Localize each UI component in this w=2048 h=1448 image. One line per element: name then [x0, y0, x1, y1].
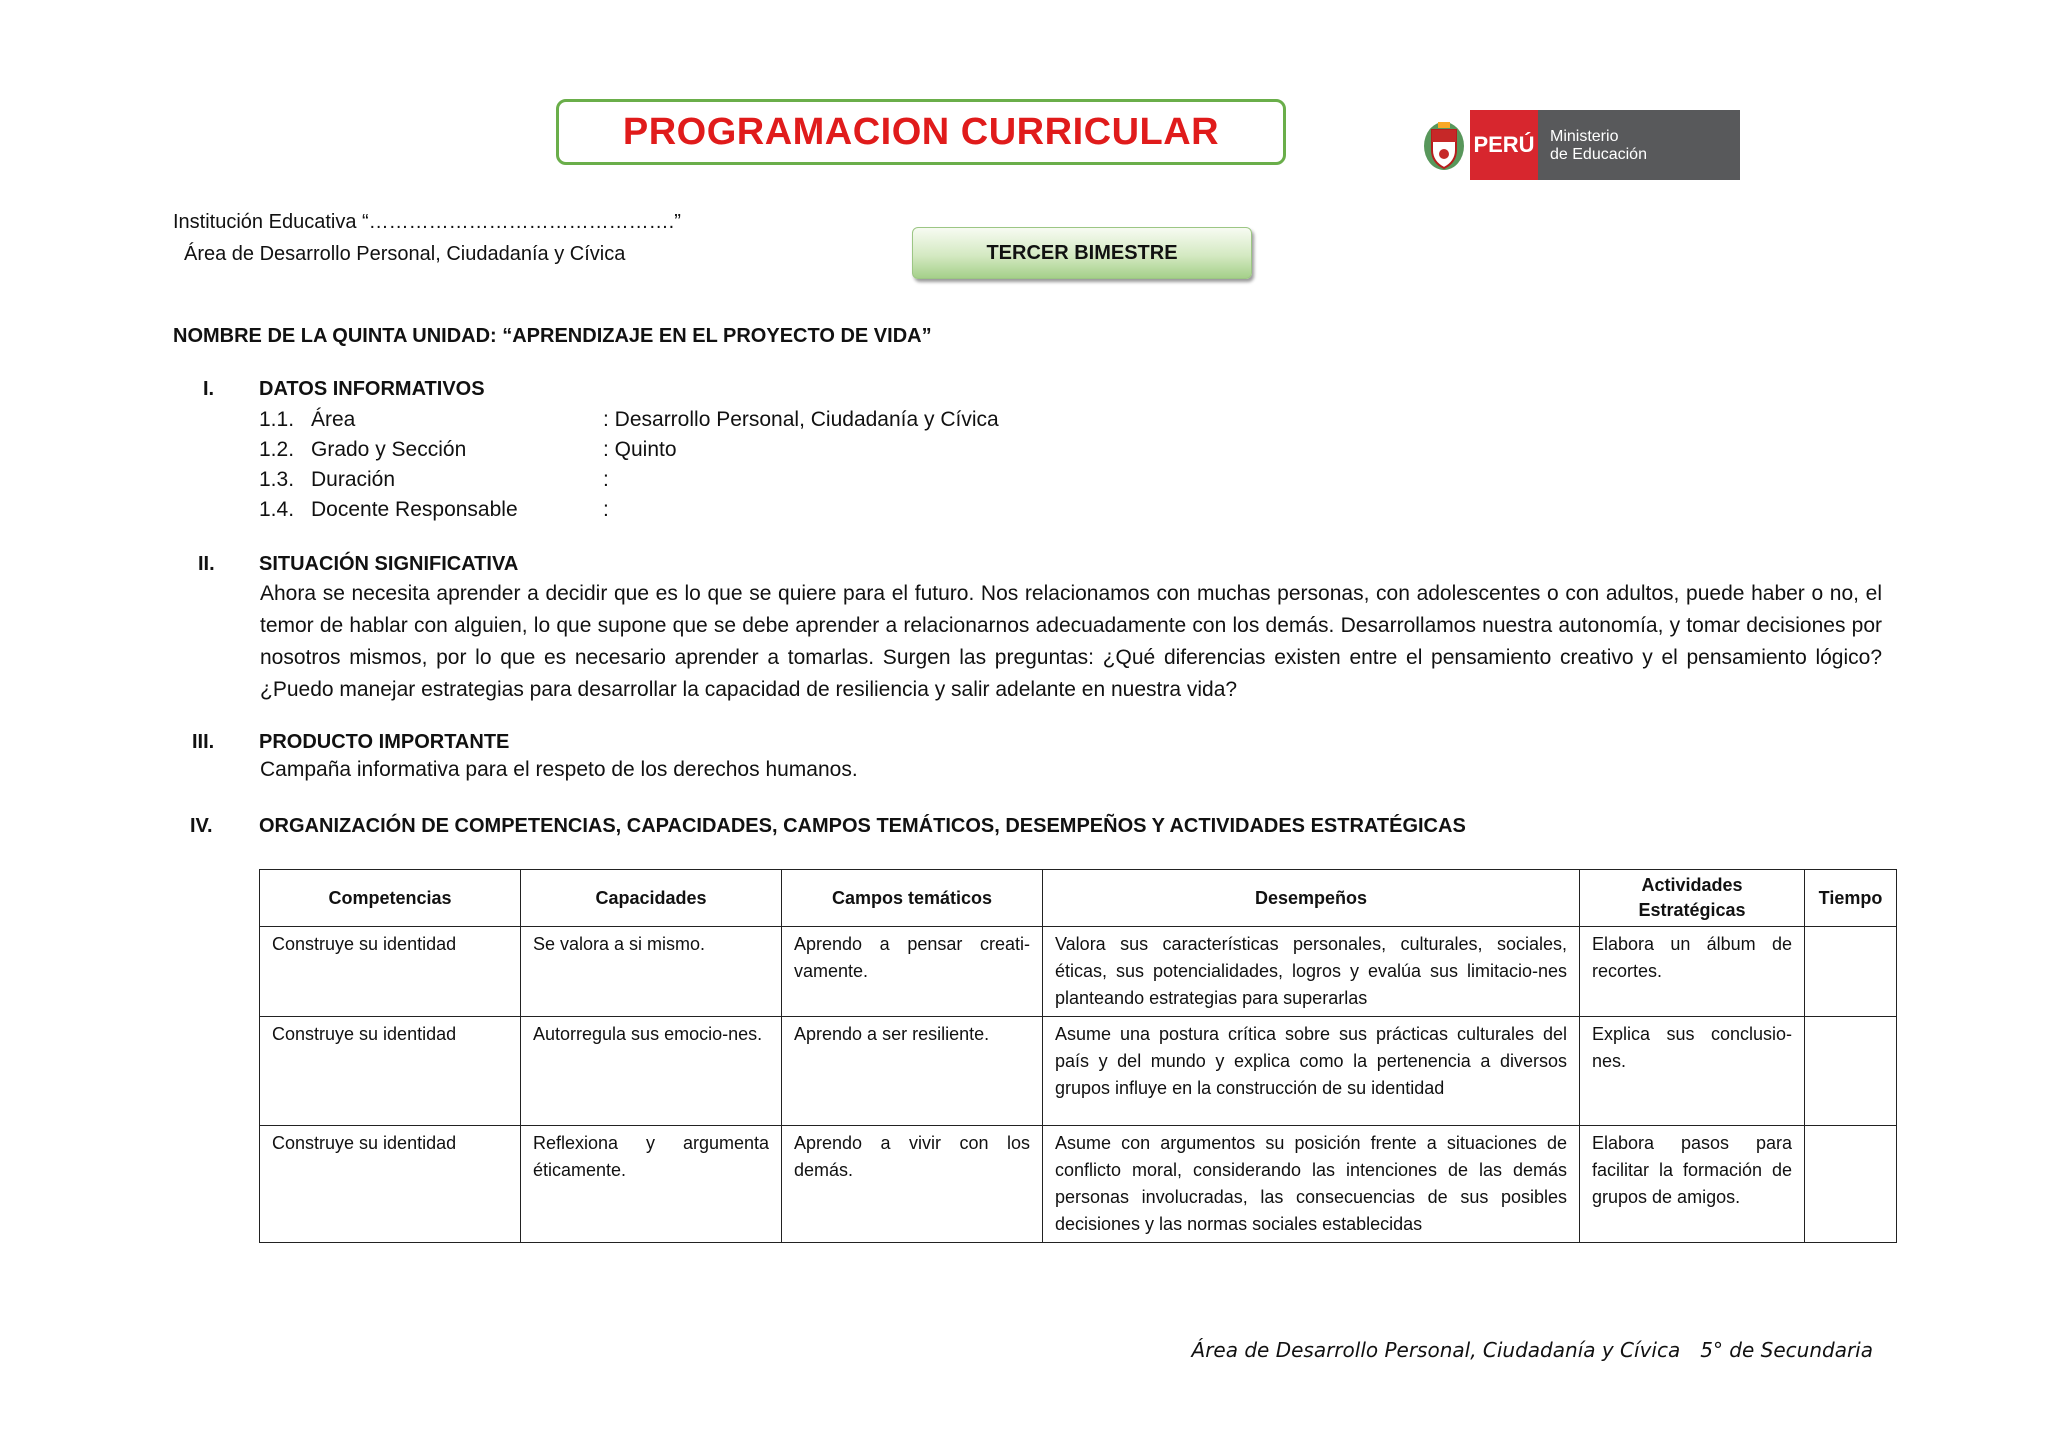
- ministry-line-2: de Educación: [1550, 146, 1647, 163]
- table-row: [260, 927, 1897, 1017]
- column-header: Competencias: [260, 870, 521, 927]
- info-key: Docente Responsable: [311, 498, 518, 521]
- coat-of-arms-icon: [1418, 110, 1470, 180]
- section-title: PRODUCTO IMPORTANTE: [259, 731, 510, 753]
- column-header: Actividades Estratégicas: [1580, 870, 1805, 927]
- info-number: 1.3.: [259, 468, 295, 491]
- area-line: Área de Desarrollo Personal, Ciudadanía y Cívica: [184, 243, 626, 265]
- table-cell: Se valora a si mismo.: [521, 927, 782, 1017]
- producto-text: Campaña informativa para el respeto de los derechos humanos.: [260, 758, 858, 781]
- table-cell: Aprendo a vivir con los demás.: [782, 1126, 1043, 1243]
- info-value: : Desarrollo Personal, Ciudadanía y Cívica: [603, 408, 999, 431]
- table-cell: [1805, 927, 1897, 1017]
- competencies-table: [259, 869, 1897, 1243]
- table-cell: Aprendo a pensar creati-vamente.: [782, 927, 1043, 1017]
- info-value: : Quinto: [603, 438, 677, 461]
- column-header: Tiempo: [1805, 870, 1897, 927]
- table-row: [260, 1126, 1897, 1243]
- peru-label: PERÚ: [1470, 110, 1538, 180]
- section-number: II.: [198, 553, 215, 575]
- situacion-paragraph: Ahora se necesita aprender a decidir que es lo que se quiere para el futuro. Nos relacionamos con muchas personas, con adolescentes o con adultos, puede haber o no, el temor de hablar con alguien, lo que supone que se debe aprender a relacionarnos adecuadamente con los demás. Desarrollamos nuestra autonomía, y tomar decisiones por nosotros mismos, por lo que es necesario aprender a tomarlas. Surgen las preguntas: ¿Qué diferencias existen entre el pensamiento creativo y el pensamiento lógico? ¿Puedo manejar estrategias para desarrollar la capacidad de resiliencia y salir adelante en nuestra vida?: [260, 582, 1882, 701]
- bimestre-badge: TERCER BIMESTRE: [912, 227, 1252, 279]
- table-cell: [1805, 1017, 1897, 1126]
- page-title: PROGRAMACION CURRICULAR: [556, 99, 1286, 165]
- info-key: Área: [311, 408, 356, 431]
- table-cell: Construye su identidad: [260, 1017, 521, 1126]
- table-cell: Asume con argumentos su posición frente a situaciones de conflicto moral, considerando las intenciones de las demás personas involucradas, las consecuencias de sus posibles decisiones y las normas sociales establecidas: [1043, 1126, 1580, 1243]
- section-number: III.: [192, 731, 215, 753]
- info-number: 1.4.: [259, 498, 295, 521]
- table-cell: Valora sus características personales, culturales, sociales, éticas, sus potencialidades, logros y evalúa sus limitacio-nes planteando estrategias para superarlas: [1043, 927, 1580, 1017]
- table-row: [260, 1017, 1897, 1126]
- table-cell: Elabora un álbum de recortes.: [1580, 927, 1805, 1017]
- info-number: 1.1.: [259, 408, 295, 431]
- info-key: Duración: [311, 468, 396, 491]
- footer-grade: 5° de Secundaria: [1700, 1338, 1873, 1362]
- footer-area: Área de Desarrollo Personal, Ciudadanía y Cívica: [1191, 1338, 1681, 1362]
- section-title: SITUACIÓN SIGNIFICATIVA: [259, 553, 519, 575]
- section-number: I.: [203, 378, 215, 400]
- info-row: [259, 408, 999, 432]
- section-title: ORGANIZACIÓN DE COMPETENCIAS, CAPACIDADES, CAMPOS TEMÁTICOS, DESEMPEÑOS Y ACTIVIDADES ESTRATÉGICAS: [259, 815, 1466, 837]
- column-header: Campos temáticos: [782, 870, 1043, 927]
- table-cell: [1805, 1126, 1897, 1243]
- info-row: [259, 498, 609, 522]
- info-value: :: [603, 498, 609, 521]
- section-number: IV.: [190, 815, 213, 837]
- page-footer: [1192, 1338, 1873, 1362]
- table-cell: Explica sus conclusio-nes.: [1580, 1017, 1805, 1126]
- info-number: 1.2.: [259, 438, 295, 461]
- institution-line: Institución Educativa “……………………………………….”: [173, 211, 681, 233]
- info-row: [259, 468, 609, 492]
- table-cell: Asume una postura crítica sobre sus prácticas culturales del país y del mundo y explica como la pertenencia a diversos grupos influye en la construcción de su identidad: [1043, 1017, 1580, 1126]
- column-header: Desempeños: [1043, 870, 1580, 927]
- ministry-line-1: Ministerio: [1550, 128, 1619, 145]
- table-cell: Reflexiona y argumenta éticamente.: [521, 1126, 782, 1243]
- table-cell: Autorregula sus emocio-nes.: [521, 1017, 782, 1126]
- table-cell: Elabora pasos para facilitar la formación de grupos de amigos.: [1580, 1126, 1805, 1243]
- info-value: :: [603, 468, 609, 491]
- info-key: Grado y Sección: [311, 438, 467, 461]
- minedu-logo: [1418, 110, 1740, 180]
- section-title: DATOS INFORMATIVOS: [259, 378, 485, 400]
- ministry-label: [1538, 110, 1740, 180]
- column-header: Capacidades: [521, 870, 782, 927]
- unit-title: NOMBRE DE LA QUINTA UNIDAD: “APRENDIZAJE EN EL PROYECTO DE VIDA”: [173, 325, 932, 347]
- table-cell: Construye su identidad: [260, 1126, 521, 1243]
- table-header-row: [260, 870, 1897, 927]
- table-cell: Construye su identidad: [260, 927, 521, 1017]
- info-row: [259, 438, 677, 462]
- table-cell: Aprendo a ser resiliente.: [782, 1017, 1043, 1126]
